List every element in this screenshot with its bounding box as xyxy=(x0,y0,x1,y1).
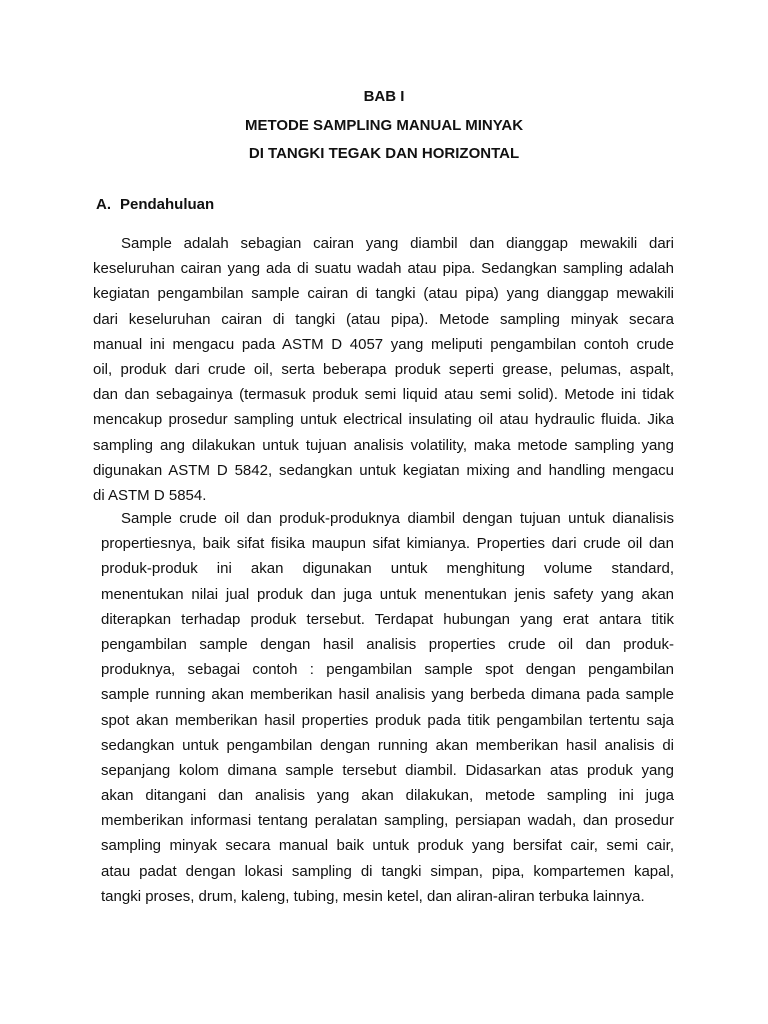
paragraph-line: sampling minyak secara manual baik untuk produk yang bersifat cair, semi cair, xyxy=(101,837,674,855)
section-title-text: Pendahuluan xyxy=(120,196,215,213)
paragraph-line: produknya, sebagai contoh : pengambilan sample spot dengan pengambilan xyxy=(101,661,674,679)
paragraph-line: produk-produk ini akan digunakan untuk menghitung volume standard, xyxy=(101,560,674,578)
title-line-2: DI TANGKI TEGAK DAN HORIZONTAL xyxy=(248,145,520,162)
paragraph-line: dari keseluruhan cairan di tangki (atau pipa). Metode sampling minyak secara xyxy=(93,310,674,328)
paragraph-line: sepanjang kolom dimana sample tersebut diambil. Didasarkan atas produk yang xyxy=(101,761,674,779)
paragraph-line: pengambilan sample dengan hasil analisis properties crude oil dan produk- xyxy=(101,635,674,653)
paragraph-line: propertiesnya, baik sifat fisika maupun sifat kimianya. Properties dari crude oil dan xyxy=(101,535,674,553)
section-heading xyxy=(96,196,214,213)
paragraph-line: keseluruhan cairan yang ada di suatu wadah atau pipa. Sedangkan sampling adalah xyxy=(93,260,674,278)
paragraph-line: memberikan informasi tentang peralatan sampling, persiapan wadah, dan prosedur xyxy=(101,812,674,830)
paragraph-line: sedangkan untuk pengambilan dengan running akan memberikan hasil analisis di xyxy=(101,736,674,754)
paragraph-line: sample running akan memberikan hasil analisis yang berbeda dimana pada sample xyxy=(101,686,674,704)
paragraph-line: sampling ang dilakukan untuk tujuan analisis volatility, maka metode sampling yang xyxy=(93,436,674,454)
section-number: A. xyxy=(96,196,111,213)
paragraph-line: manual ini mengacu pada ASTM D 4057 yang meliputi pengambilan contoh crude xyxy=(93,335,674,353)
paragraph-1 xyxy=(93,231,674,508)
paragraph-line: atau padat dengan lokasi sampling di tangki simpan, pipa, kompartemen kapal, xyxy=(101,862,674,880)
paragraph-line: akan ditangani dan analisis yang akan dilakukan, metode sampling ini juga xyxy=(101,787,674,805)
title-line-1: METODE SAMPLING MANUAL MINYAK xyxy=(244,117,524,134)
chapter-heading: BAB I xyxy=(363,88,405,105)
paragraph-line: spot akan memberikan hasil properties produk pada titik pengambilan tertentu saja xyxy=(101,711,674,729)
paragraph-line: Sample crude oil dan produk-produknya diambil dengan tujuan untuk dianalisis xyxy=(121,510,674,527)
paragraph-line: digunakan ASTM D 5842, sedangkan untuk kegiatan mixing and handling mengacu xyxy=(93,461,674,479)
paragraph-line: kegiatan pengambilan sample cairan di tangki (atau pipa) yang dianggap mewakili xyxy=(93,285,674,303)
paragraph-line: diterapkan terhadap produk tersebut. Terdapat hubungan yang erat antara titik xyxy=(101,610,674,628)
paragraph-line: tangki proses, drum, kaleng, tubing, mesin ketel, dan aliran-aliran terbuka lainnya. xyxy=(101,887,645,905)
paragraph-line: menentukan nilai jual produk dan juga untuk menentukan jenis safety yang akan xyxy=(101,585,674,603)
paragraph-2 xyxy=(93,506,674,909)
paragraph-line: Sample adalah sebagian cairan yang diambil dan dianggap mewakili dari xyxy=(121,235,674,252)
paragraph-line: dan dan sebagainya (termasuk produk semi liquid atau semi solid). Metode ini tidak xyxy=(93,386,674,404)
paragraph-line: mencakup prosedur sampling untuk electrical insulating oil atau hydraulic fluida. Jika xyxy=(93,411,674,429)
paragraph-line: di ASTM D 5854. xyxy=(93,486,207,504)
paragraph-line: oil, produk dari crude oil, serta beberapa produk seperti grease, pelumas, aspalt, xyxy=(93,360,674,378)
